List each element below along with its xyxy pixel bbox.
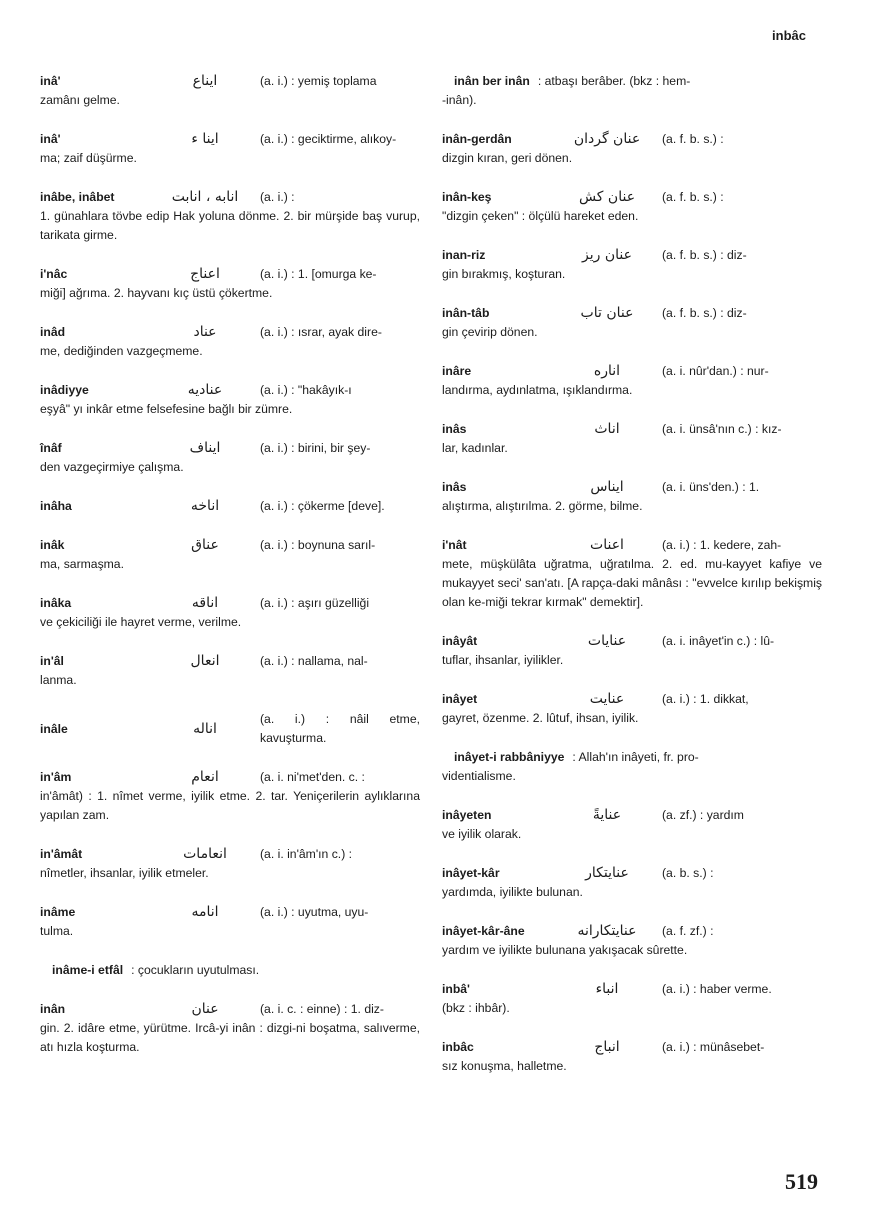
dictionary-entry bbox=[40, 768, 420, 825]
headword: inâka bbox=[40, 596, 72, 610]
dictionary-entry bbox=[442, 980, 822, 1018]
definition-start: (a. i. c. : einne) : 1. diz- bbox=[260, 1002, 384, 1016]
definition-start: (a. f. b. s.) : diz- bbox=[662, 248, 747, 262]
definition-start: (a. i.) : bbox=[260, 190, 295, 204]
arabic-script: عنان گردان bbox=[573, 131, 641, 147]
definition-continuation: 1. günahlara tövbe edip Hak yoluna dönme. 2. bir mürşide baş vurup, tarikata girme. bbox=[40, 209, 420, 242]
dictionary-entry bbox=[442, 304, 822, 342]
headword: inâdiyye bbox=[40, 383, 89, 397]
definition-start: (a. b. s.) : bbox=[662, 866, 714, 880]
headword: inâyet-kâr-âne bbox=[442, 924, 525, 938]
arabic-script: ايناع bbox=[192, 73, 218, 89]
definition-start: (a. i. ni'met'den. c. : bbox=[260, 770, 365, 784]
dictionary-entry bbox=[442, 72, 822, 110]
definition-start: (a. f. b. s.) : diz- bbox=[662, 306, 747, 320]
definition-continuation: dizgin kıran, geri dönen. bbox=[442, 151, 573, 165]
arabic-script: انعامات bbox=[183, 846, 227, 862]
definition-continuation: ve iyilik olarak. bbox=[442, 827, 522, 841]
definition-start: (a. i.) : ısrar, ayak dire- bbox=[260, 325, 382, 339]
definition-continuation: lanma. bbox=[40, 673, 77, 687]
definition-start: (a. i.) : "hakâyık-ı bbox=[260, 383, 352, 397]
definition-start: (a. i.) : aşırı güzelliği bbox=[260, 596, 370, 610]
page-number: 519 bbox=[785, 1169, 818, 1194]
dictionary-entry bbox=[442, 806, 822, 844]
definition-start: (a. f. b. s.) : bbox=[662, 190, 724, 204]
arabic-script: اعناج bbox=[190, 266, 220, 282]
definition-start: (a. i.) : uyutma, uyu- bbox=[260, 905, 369, 919]
arabic-script: انامه bbox=[191, 904, 219, 920]
headword: inâle bbox=[40, 721, 68, 736]
dictionary-entry bbox=[40, 188, 420, 245]
headword: i'nât bbox=[442, 538, 467, 552]
arabic-script: عنان كش bbox=[578, 189, 636, 205]
dictionary-entry bbox=[40, 710, 420, 748]
definition-start: (a. i.) : münâsebet- bbox=[662, 1040, 765, 1054]
arabic-script: عنان تاب bbox=[580, 305, 634, 321]
definition-start: (a. i.) : 1. dikkat, bbox=[662, 692, 749, 706]
definition-continuation: yardımda, iyilikte bulunan. bbox=[442, 885, 583, 899]
dictionary-entry bbox=[40, 323, 420, 361]
definition-continuation: videntialisme. bbox=[442, 769, 516, 783]
headword: inâbe, inâbet bbox=[40, 190, 115, 204]
definition-start: (a. i.) : yemiş toplama bbox=[260, 74, 377, 88]
dictionary-entry bbox=[442, 420, 822, 458]
definition-start: (a. f. b. s.) : bbox=[662, 132, 724, 146]
dictionary-entry bbox=[442, 130, 822, 168]
arabic-script: عنايتكارانه bbox=[577, 923, 637, 939]
dictionary-entry bbox=[40, 497, 420, 516]
headword: inâyât bbox=[442, 634, 478, 648]
definition-continuation: gin çevirip dönen. bbox=[442, 325, 538, 339]
definition-continuation: miği] ağrıma. 2. hayvanı kıç üstü çökertme. bbox=[40, 286, 273, 300]
dictionary-entry bbox=[40, 536, 420, 574]
definition-start: (a. i.) : boynuna sarıl- bbox=[260, 538, 376, 552]
dictionary-entry bbox=[40, 1000, 420, 1057]
definition-start: : atbaşı berâber. (bkz : hem- bbox=[537, 74, 691, 88]
headword: inbâ' bbox=[442, 982, 470, 996]
arabic-script: انعال bbox=[190, 653, 220, 669]
dictionary-entry bbox=[40, 381, 420, 419]
headword: inân-gerdân bbox=[442, 132, 512, 146]
dictionary-entry bbox=[442, 478, 822, 516]
definition-start: (a. i. inâyet'in c.) : lû- bbox=[662, 634, 775, 648]
headword: in'âm bbox=[40, 770, 72, 784]
headword: inâyet-kâr bbox=[442, 866, 500, 880]
dictionary-entry bbox=[40, 961, 420, 980]
definition-continuation: gin. 2. idâre etme, yürütme. Ircâ-yi inân : dizgi-ni boşatma, salıverme, atı hızla koşturma. bbox=[40, 1021, 420, 1054]
dictionary-entry bbox=[40, 903, 420, 941]
arabic-script: عنايةً bbox=[592, 807, 622, 823]
definition-start: : çocukların uyutulması. bbox=[131, 963, 260, 977]
headword: inbâc bbox=[442, 1040, 474, 1054]
headword: înâf bbox=[40, 441, 62, 455]
headword: inân bbox=[40, 1002, 66, 1016]
definition-start: (a. i.) : 1. kedere, zah- bbox=[662, 538, 782, 552]
definition-continuation: ma, sarmaşma. bbox=[40, 557, 124, 571]
headword: inâs bbox=[442, 480, 467, 494]
definition-continuation: ma; zaif düşürme. bbox=[40, 151, 137, 165]
dictionary-entry bbox=[442, 188, 822, 226]
definition-start: (a. i. üns'den.) : 1. bbox=[662, 480, 760, 494]
definition-continuation: lar, kadınlar. bbox=[442, 441, 508, 455]
headword: inan-riz bbox=[442, 248, 486, 262]
definition-start: (a. i. ünsâ'nın c.) : kız- bbox=[662, 422, 782, 436]
definition-continuation: alıştırma, alıştırılma. 2. görme, bilme. bbox=[442, 499, 643, 513]
definition-start: (a. i. nûr'dan.) : nur- bbox=[662, 364, 769, 378]
headword: inâre bbox=[442, 364, 472, 378]
dictionary-entry bbox=[40, 72, 420, 110]
definition-continuation: me, dediğinden vazgeçmeme. bbox=[40, 344, 203, 358]
definition-continuation: den vazgeçirmiye çalışma. bbox=[40, 460, 184, 474]
headword: inân-keş bbox=[442, 190, 492, 204]
arabic-script: انباء bbox=[595, 981, 619, 997]
definition-start: (a. i.) : nallama, nal- bbox=[260, 654, 368, 668]
headword: inâme bbox=[40, 905, 76, 919]
dictionary-entry bbox=[442, 864, 822, 902]
definition-start: (a. i.) : çökerme [deve]. bbox=[260, 499, 385, 513]
dictionary-entry bbox=[442, 632, 822, 670]
definition-start: (a. i.) : haber verme. bbox=[662, 982, 772, 996]
arabic-script: انعام bbox=[191, 769, 219, 785]
definition-continuation: gin bırakmış, koşturan. bbox=[442, 267, 566, 281]
dictionary-entry bbox=[442, 362, 822, 400]
dictionary-entry bbox=[40, 652, 420, 690]
arabic-script: عنان bbox=[191, 1001, 219, 1017]
definition-continuation: zamânı gelme. bbox=[40, 93, 120, 107]
arabic-script: اناخه bbox=[190, 498, 220, 514]
definition-start: (a. i.) : nâil etme, kavuşturma. bbox=[260, 712, 420, 745]
arabic-script: اناث bbox=[594, 421, 620, 437]
arabic-script: عنايات bbox=[587, 633, 627, 649]
arabic-script: اناقه bbox=[191, 595, 219, 611]
dictionary-entry bbox=[442, 748, 822, 786]
dictionary-entry bbox=[40, 265, 420, 303]
definition-start: (a. i.) : geciktirme, alıkoy- bbox=[260, 132, 397, 146]
dictionary-entry bbox=[40, 439, 420, 477]
headword: in'âmât bbox=[40, 847, 83, 861]
headword: inâme-i etfâl bbox=[52, 963, 124, 977]
definition-continuation: sız konuşma, halletme. bbox=[442, 1059, 567, 1073]
definition-continuation: yardım ve iyilikte bulunana yakışacak sûrette. bbox=[442, 943, 688, 957]
headword: inâyeten bbox=[442, 808, 492, 822]
arabic-script: انابه ، انابت bbox=[171, 189, 239, 205]
definition-start: (a. f. zf.) : bbox=[662, 924, 714, 938]
definition-continuation: -inân). bbox=[442, 93, 477, 107]
dictionary-entry bbox=[40, 594, 420, 632]
left-column bbox=[40, 72, 420, 1077]
dictionary-entry bbox=[442, 922, 822, 960]
headword: inâd bbox=[40, 325, 66, 339]
definition-continuation: mete, müşkülâta uğratma, uğratılma. 2. ed. mu-kayyet kafiye ve mukayyet seci' san'atı. [A rapça-daki mânâsı : "evvelce kırılıp bekişmiş olan ke-miği tekrar kırmak" demektir]. bbox=[442, 557, 822, 609]
headword: inâ' bbox=[40, 74, 61, 88]
headword: inâyet-i rabbâniyye bbox=[454, 750, 565, 764]
headword: inân ber inân bbox=[454, 74, 530, 88]
headword: inâk bbox=[40, 538, 65, 552]
definition-start: (a. zf.) : yardım bbox=[662, 808, 744, 822]
definition-continuation: ve çekiciliği ile hayret verme, verilme. bbox=[40, 615, 242, 629]
arabic-script: عناديه bbox=[187, 382, 223, 398]
definition-continuation: "dizgin çeken" : ölçülü hareket eden. bbox=[442, 209, 639, 223]
headword: inân-tâb bbox=[442, 306, 490, 320]
dictionary-entry bbox=[442, 246, 822, 284]
arabic-script: اناله bbox=[193, 720, 217, 737]
arabic-script: انباج bbox=[594, 1039, 620, 1055]
arabic-script: اناره bbox=[593, 363, 621, 379]
headword: inâyet bbox=[442, 692, 478, 706]
definition-continuation: gayret, özenme. 2. lûtuf, ihsan, iyilik. bbox=[442, 711, 639, 725]
dictionary-entry bbox=[442, 536, 822, 612]
right-column bbox=[442, 72, 822, 1096]
definition-start: (a. i.) : 1. [omurga ke- bbox=[260, 267, 377, 281]
arabic-script: عنان ريز bbox=[582, 247, 632, 263]
arabic-script: عنايتكار bbox=[585, 865, 629, 881]
definition-continuation: eşyâ" yı inkâr etme felsefesine bağlı bir zümre. bbox=[40, 402, 293, 416]
definition-continuation: tuflar, ihsanlar, iyilikler. bbox=[442, 653, 564, 667]
arabic-script: اعنات bbox=[590, 537, 624, 553]
arabic-script: ايناف bbox=[189, 440, 221, 456]
dictionary-entry bbox=[442, 1038, 822, 1076]
headword: inâs bbox=[442, 422, 467, 436]
definition-continuation: (bkz : ihbâr). bbox=[442, 1001, 510, 1015]
definition-start: : Allah'ın inâyeti, fr. pro- bbox=[572, 750, 699, 764]
definition-continuation: landırma, aydınlatma, ışıklandırma. bbox=[442, 383, 633, 397]
dictionary-entry bbox=[40, 130, 420, 168]
dictionary-entry bbox=[40, 845, 420, 883]
headword: inâha bbox=[40, 499, 72, 513]
headword: inâ' bbox=[40, 132, 61, 146]
headword: in'âl bbox=[40, 654, 64, 668]
arabic-script: عناق bbox=[191, 537, 219, 553]
arabic-script: عناد bbox=[193, 324, 217, 340]
running-header: inbâc bbox=[772, 28, 806, 43]
definition-continuation: in'âmât) : 1. nîmet verme, iyilik etme. 2. tar. Yeniçerilerin aylıklarına yapılan zam. bbox=[40, 789, 420, 822]
headword: i'nâc bbox=[40, 267, 68, 281]
arabic-script: ايناس bbox=[590, 479, 624, 495]
dictionary-entry bbox=[442, 690, 822, 728]
definition-start: (a. i.) : birini, bir şey- bbox=[260, 441, 371, 455]
definition-continuation: tulma. bbox=[40, 924, 74, 938]
arabic-script: عنايت bbox=[589, 691, 625, 707]
definition-continuation: nîmetler, ihsanlar, iyilik etmeler. bbox=[40, 866, 209, 880]
arabic-script: اينا ء bbox=[191, 131, 219, 147]
definition-start: (a. i. in'âm'ın c.) : bbox=[260, 847, 353, 861]
